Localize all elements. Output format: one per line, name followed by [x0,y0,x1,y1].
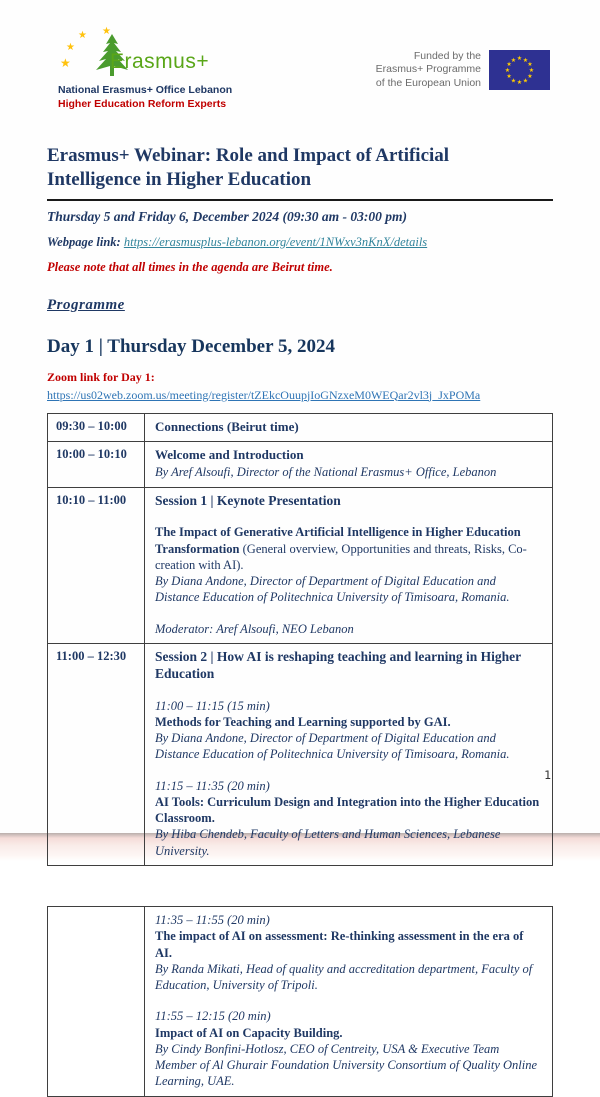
spacer [155,509,542,524]
svg-text:★: ★ [504,68,511,75]
programme-heading: Programme [47,296,125,313]
logo-org-line1: National Erasmus+ Office Lebanon [58,84,233,96]
day1-schedule-table-continued [47,906,553,1097]
talk-title-bold: The Impact of Generative Artificial Intelligence in Higher Education Transformation [155,525,521,556]
speaker-line: By Diana Andone, Director of Department of Digital Education and Distance Education of Politechnica University of Timisoara, Romania. [155,731,510,762]
funding-line: Funded by the [413,50,481,63]
zoom-link-label: Zoom link for Day 1: [47,369,155,384]
schedule-row [48,907,553,1097]
time-slot-cell [48,907,145,1097]
svg-text:★: ★ [516,56,523,63]
svg-text:★: ★ [516,80,523,87]
schedule-row [48,487,553,643]
erasmus-lebanon-logo [58,26,278,110]
erasmus-brand-text: Erasmus+ [110,50,210,73]
schedule-row [48,442,553,487]
webpage-link-label: Webpage link: [47,234,121,249]
page-number: 1 [544,768,551,782]
spacer [155,683,542,698]
spacer [155,606,542,621]
time-slot-cell: 09:30 – 10:00 [48,413,145,442]
erasmus-logo-art [58,26,278,80]
session-content-cell [145,442,553,487]
schedule-row [48,643,553,865]
talk-title: The Impact of Generative Artificial Intelligence in Higher Education Transformation (General overview, Opportunities and threats, Risks, Co-creation with AI). [155,525,527,572]
logo-org-line2: Higher Education Reform Experts [58,98,227,110]
session-content-cell [145,907,553,1097]
schedule-row [48,413,553,442]
slot-time: 11:55 – 12:15 (20 min) [155,1009,271,1024]
talk-title: AI Tools: Curriculum Design and Integration into the Higher Education Classroom. [155,794,540,826]
svg-text:★: ★ [506,62,512,69]
eu-funding-block [376,50,550,90]
slot-time: 11:35 – 11:55 (20 min) [155,913,270,927]
time-slot-cell: 10:00 – 10:10 [48,442,145,487]
time-slot-cell: 10:10 – 11:00 [48,487,145,643]
day1-schedule-table [47,413,553,866]
document-header [0,0,600,110]
speaker-line: By Diana Andone, Director of Department of Digital Education and Distance Education of Politechnica University of Timisoara, Romania. [155,574,510,605]
webpage-link[interactable]: https://erasmusplus-lebanon.org/event/1NWxv3nKnX/details [123,234,428,249]
page-title: Erasmus+ Webinar: Role and Impact of Artificial Intelligence in Higher Education [47,145,450,190]
document-page-2 [0,861,600,1097]
star-icon: ★ [78,30,87,41]
svg-text:★: ★ [527,62,533,69]
svg-text:★: ★ [522,78,529,85]
webpage-link-line [47,235,553,250]
speaker-line: By Aref Alsoufi, Director of the National Erasmus+ Office, Lebanon [155,465,497,480]
session-heading: Session 2 | How AI is reshaping teaching and learning in Higher Education [155,648,521,681]
svg-text:★: ★ [522,57,529,64]
moderator-line: Moderator: Aref Alsoufi, NEO Lebanon [155,621,354,636]
eu-flag-icon [489,50,550,90]
star-icon: ★ [66,42,75,53]
session-heading: Connections (Beirut time) [155,418,299,434]
slot-time: 11:15 – 11:35 (20 min) [155,778,270,793]
spacer [155,763,542,778]
session-heading: Welcome and Introduction [155,447,304,463]
speaker-line: By Randa Mikati, Head of quality and accreditation department, Faculty of Education, University of Tripoli. [155,961,533,992]
star-icon: ★ [102,26,111,37]
zoom-meeting-link[interactable]: https://us02web.zoom.us/meeting/register/tZEkcOuupjIoGNzxeM0WEQar2vl3j_JxPOMa [47,387,481,402]
session-heading: Session 1 | Keynote Presentation [155,492,341,508]
spacer [155,993,542,1008]
svg-text:★: ★ [510,57,517,64]
talk-title: Methods for Teaching and Learning supported by GAI. [155,714,451,729]
slot-time: 11:00 – 11:15 (15 min) [155,698,270,713]
svg-text:★: ★ [527,74,533,81]
day1-heading: Day 1 | Thursday December 5, 2024 [47,335,335,357]
talk-title: Impact of AI on Capacity Building. [155,1025,343,1040]
funding-line: Erasmus+ Programme [375,63,481,76]
time-slot-cell: 11:00 – 12:30 [48,643,145,865]
funding-line: of the European Union [375,76,481,89]
funding-statement [376,50,481,89]
event-date-line: Thursday 5 and Friday 6, December 2024 (09:30 am - 03:00 pm) [47,208,407,224]
speaker-line: By Cindy Bonfini-Hotlosz, CEO of Centreity, USA & Executive Team Member of Al Ghurair Foundation University Consortium of Quality Online Learning, UAE. [155,1041,538,1089]
title-divider [47,199,553,201]
svg-text:★: ★ [528,68,535,75]
session-content-cell [145,413,553,442]
session-content-cell [145,487,553,643]
timezone-note: Please note that all times in the agenda are Beirut time. [47,259,333,274]
speaker-line: By Hiba Chendeb, Faculty of Letters and Human Sciences, Lebanese University. [155,827,501,858]
talk-title: The impact of AI on assessment: Re-thinking assessment in the era of AI. [155,929,524,960]
star-icon: ★ [60,56,71,70]
svg-text:★: ★ [506,74,512,81]
svg-text:★: ★ [510,78,517,85]
session-content-cell [145,643,553,865]
